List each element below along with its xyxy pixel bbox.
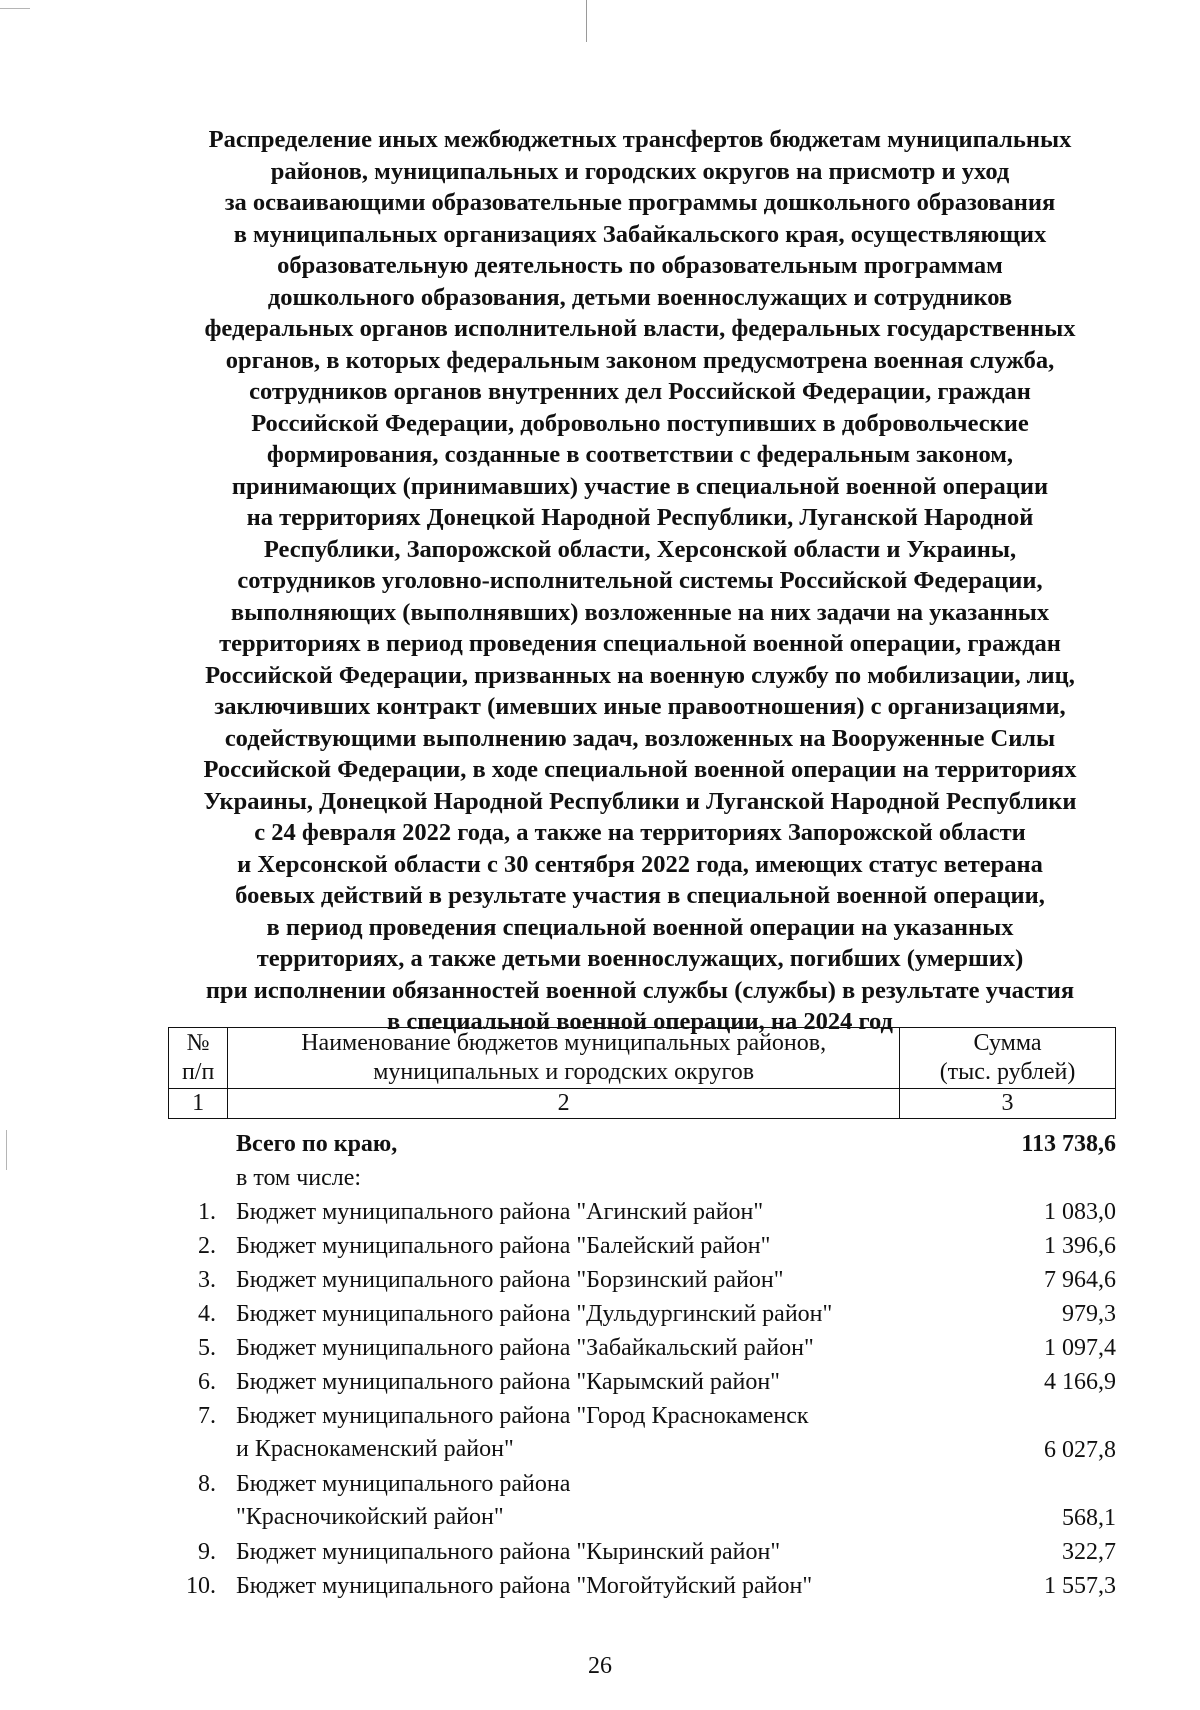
row-name: Бюджет муниципального района "Дульдургинский район" (236, 1301, 833, 1327)
row-number: 2. (198, 1233, 216, 1259)
row-number: 7. (198, 1403, 216, 1429)
title-line: на территориях Донецкой Народной Республики, Луганской Народной (246, 504, 1034, 531)
title-line: выполняющих (выполнявших) возложенные на них задачи на указанных (230, 598, 1050, 626)
row-value: 6 027,8 (1044, 1437, 1116, 1463)
total-label: Всего по краю, (236, 1131, 398, 1157)
header-cell-sum (900, 1028, 1116, 1089)
title-line: Российской Федерации, призванных на военную службу по мобилизации, лиц, (205, 661, 1075, 689)
title-line: заключивших контракт (имевших иные правоотношения) с организациями, (214, 693, 1066, 720)
header-text: п/п (181, 1059, 215, 1085)
row-number: 8. (198, 1471, 216, 1497)
header-text: (тыс. рублей) (939, 1059, 1076, 1085)
row-name: Бюджет муниципального района "Карымский район" (236, 1369, 780, 1395)
header-text: Сумма (973, 1030, 1042, 1056)
row-number: 6. (198, 1369, 216, 1395)
page-number: 26 (588, 1653, 612, 1679)
title-line: в период проведения специальной военной операции на указанных (266, 913, 1014, 941)
table-row (168, 1400, 1116, 1468)
header-cell-number (169, 1028, 228, 1089)
row-name: Бюджет муниципального района "Забайкальский район" (236, 1335, 814, 1361)
title-line: территориях в период проведения специальной военной операции, граждан (219, 630, 1061, 657)
row-name: Бюджет муниципального района "Борзинский район" (236, 1267, 784, 1293)
title-line: формирования, созданные в соответствии с федеральным законом, (266, 441, 1014, 468)
title-line: в муниципальных организациях Забайкальского края, осуществляющих (233, 220, 1047, 248)
title-line: содействующими выполнению задач, возложенных на Вооруженные Силы (224, 724, 1056, 752)
table-column-numbers-row (169, 1089, 1116, 1119)
table-row (168, 1366, 1116, 1400)
table-row (168, 1536, 1116, 1570)
row-value: 322,7 (1062, 1539, 1116, 1565)
total-row (168, 1128, 1116, 1162)
title-line: Российской Федерации, в ходе специальной военной операции на территориях (203, 756, 1077, 783)
row-name-line: "Красночикойский район" (236, 1504, 504, 1530)
row-value: 568,1 (1062, 1505, 1116, 1531)
title-line: федеральных органов исполнительной власти, федеральных государственных (204, 315, 1076, 342)
header-text: муниципальных и городских округов (373, 1059, 755, 1085)
row-name-line: Бюджет муниципального района (236, 1471, 571, 1497)
document-title (150, 124, 1130, 1038)
table-row (168, 1264, 1116, 1298)
title-line: Республики, Запорожской области, Херсонской области и Украины, (263, 535, 1017, 563)
row-value: 1 097,4 (1044, 1335, 1116, 1361)
row-name-line: и Краснокаменский район" (236, 1436, 514, 1462)
title-line: сотрудников органов внутренних дел Российской Федерации, граждан (249, 378, 1031, 405)
title-line: дошкольного образования, детьми военнослужащих и сотрудников (267, 283, 1013, 311)
row-name: Бюджет муниципального района "Кыринский район" (236, 1539, 781, 1565)
row-value: 1 557,3 (1044, 1573, 1116, 1599)
row-number: 9. (198, 1539, 216, 1565)
scan-artifact-line (0, 8, 30, 9)
column-number: 2 (228, 1089, 900, 1119)
header-text: Наименование бюджетов муниципальных районов, (301, 1030, 827, 1056)
header-text: № (186, 1030, 210, 1056)
row-number: 5. (198, 1335, 216, 1361)
row-number: 3. (198, 1267, 216, 1293)
title-line: Распределение иных межбюджетных трансфертов бюджетам муниципальных (208, 126, 1072, 153)
table-header-row (169, 1028, 1116, 1089)
table-row (168, 1332, 1116, 1366)
row-value: 1 396,6 (1044, 1233, 1116, 1259)
title-line: образовательную деятельность по образовательным программам (277, 252, 1003, 279)
title-line: районов, муниципальных и городских округов на присмотр и уход (270, 157, 1010, 185)
scan-artifact-line (586, 0, 587, 42)
table-body (168, 1128, 1116, 1604)
title-line: Российской Федерации, добровольно поступивших в добровольческие (251, 409, 1029, 437)
title-line: в специальной военной операции, на 2024 год (387, 1008, 893, 1035)
row-value: 979,3 (1062, 1301, 1116, 1327)
header-cell-name (228, 1028, 900, 1089)
column-number: 3 (900, 1089, 1116, 1119)
including-row (168, 1162, 1116, 1196)
row-value: 7 964,6 (1044, 1267, 1116, 1293)
row-number: 4. (198, 1301, 216, 1327)
including-label: в том числе: (236, 1165, 362, 1191)
row-number: 10. (186, 1573, 216, 1599)
title-line: с 24 февраля 2022 года, а также на территориях Запорожской области (254, 819, 1026, 846)
scan-artifact-line (6, 1130, 7, 1170)
table-header (168, 1027, 1116, 1119)
row-name-line: Бюджет муниципального района "Город Краснокаменск (236, 1403, 809, 1429)
row-value: 1 083,0 (1044, 1199, 1116, 1225)
title-line: боевых действий в результате участия в специальной военной операции, (235, 882, 1045, 909)
title-line: за осваивающими образовательные программы дошкольного образования (224, 189, 1056, 216)
row-value: 4 166,9 (1044, 1369, 1116, 1395)
table-row (168, 1298, 1116, 1332)
title-line: при исполнении обязанностей военной службы (службы) в результате участия (205, 976, 1075, 1004)
title-line: органов, в которых федеральным законом предусмотрена военная служба, (225, 346, 1055, 374)
title-line: и Херсонской области с 30 сентября 2022 года, имеющих статус ветерана (237, 850, 1043, 878)
row-name: Бюджет муниципального района "Могойтуйский район" (236, 1573, 813, 1599)
row-name: Бюджет муниципального района "Агинский район" (236, 1199, 764, 1225)
total-value: 113 738,6 (1021, 1131, 1116, 1157)
row-number: 1. (198, 1199, 216, 1225)
title-line: Украины, Донецкой Народной Республики и Луганской Народной Республики (203, 787, 1077, 815)
column-number: 1 (169, 1089, 228, 1119)
table-row (168, 1196, 1116, 1230)
row-name (236, 1468, 896, 1534)
table-row (168, 1230, 1116, 1264)
table-row (168, 1570, 1116, 1604)
title-line: принимающих (принимавших) участие в специальной военной операции (231, 472, 1049, 500)
table-row (168, 1468, 1116, 1536)
row-name (236, 1400, 896, 1466)
title-line: территориях, а также детьми военнослужащих, погибших (умерших) (256, 945, 1024, 972)
title-line: сотрудников уголовно-исполнительной системы Российской Федерации, (237, 567, 1043, 594)
row-name: Бюджет муниципального района "Балейский район" (236, 1233, 771, 1259)
